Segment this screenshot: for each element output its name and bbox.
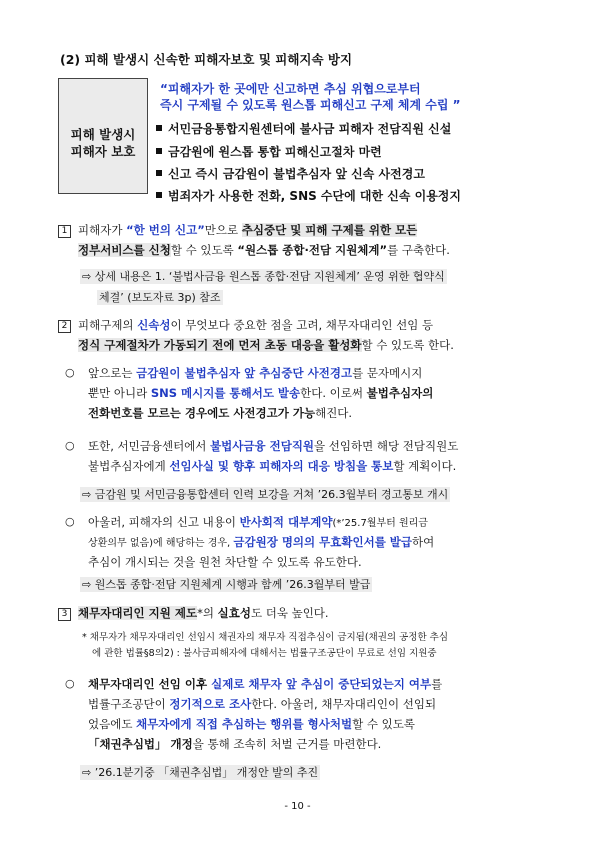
item2-sub1-line2: 뿐만 아니라 SNS 메시지를 통해서도 발송한다. 이로써 불법추심자의	[88, 386, 434, 400]
footnote-line2: 에 관한 법률§8의2) : 불사금피해자에 대해서는 법률구조공단이 무료로 선임 지원중	[92, 648, 437, 659]
arrow-icon: ⇨	[82, 270, 92, 283]
reference-note-1-cont: 체결’ (보도자료 3p) 참조	[99, 291, 221, 304]
arrow-icon: ⇨	[82, 766, 92, 779]
reference-note-1: ⇨ 상세 내용은 1. ‘불법사금융 원스톱 종합·전담 지원체계’ 운영 위한 협약식	[82, 270, 445, 283]
square-bullet-icon	[156, 192, 162, 198]
item2-sub1-line1: 앞으로는 금감원이 불법추심자 앞 추심중단 사전경고를 문자메시지	[88, 366, 423, 380]
item-number-box: 2	[58, 320, 71, 333]
reference-note-2: ⇨ 금감원 및 서민금융통합센터 인력 보강을 거쳐 ’26.3월부터 경고통보 개시	[82, 488, 449, 501]
summary-bullet: 금감원에 원스톱 통합 피해신고절차 마련	[156, 143, 382, 160]
summary-box-line1: 피해 발생시	[70, 127, 136, 142]
circle-bullet-icon: ○	[65, 366, 75, 379]
item3-sub1-line3: 었음에도 채무자에게 직접 추심하는 행위를 형사처벌할 수 있도록	[88, 717, 415, 731]
square-bullet-icon	[156, 148, 162, 154]
item2-sub1-line3: 전화번호를 모르는 경우에도 사전경고가 가능해진다.	[88, 406, 353, 420]
arrow-icon: ⇨	[82, 578, 92, 591]
square-bullet-icon	[156, 170, 162, 176]
page-number: - 10 -	[284, 801, 311, 812]
item3-sub1-line4: 「채권추심법」 개정을 통해 조속히 처벌 근거를 마련한다.	[88, 737, 382, 751]
item2-sub2-line2: 불법추심자에게 선임사실 및 향후 피해자의 대응 방침을 통보할 계획이다.	[88, 459, 457, 473]
circle-bullet-icon: ○	[65, 677, 75, 690]
square-bullet-icon	[156, 125, 162, 131]
item3-line1: 채무자대리인 지원 제도*의 실효성도 더욱 높인다.	[78, 606, 329, 620]
section-title: (2) 피해 발생시 신속한 피해자보호 및 피해지속 방지	[60, 52, 353, 67]
item3-sub1-line2: 법률구조공단이 정기적으로 조사한다. 아울러, 채무자대리인이 선임되	[88, 697, 437, 711]
summary-quote-line2: 즉시 구제될 수 있도록 원스톱 피해신고 구제 체계 수립 ”	[160, 98, 461, 112]
summary-box	[58, 78, 148, 194]
item-number-box: 3	[58, 608, 71, 621]
reference-note-3: ⇨ 원스톱 종합·전담 지원체계 시행과 함께 ’26.3월부터 발급	[82, 578, 371, 591]
item2-sub3-line2: 상환의무 없음)에 해당하는 경우, 금감원장 명의의 무효확인서를 발급하여	[88, 535, 435, 549]
summary-bullet: 범죄자가 사용한 전화, SNS 수단에 대한 신속 이용정지	[156, 187, 461, 204]
item1-line2: 정부서비스를 신청할 수 있도록 “원스톱 종합·전담 지원체계”를 구축한다.	[78, 243, 450, 257]
item1-line1: 피해자가 “한 번의 신고”만으로 추심중단 및 피해 구제를 위한 모든	[78, 223, 418, 237]
summary-box-line2: 피해자 보호	[70, 144, 136, 159]
summary-bullet: 신고 즉시 금감원이 불법추심자 앞 신속 사전경고	[156, 165, 425, 182]
item2-sub2-line1: 또한, 서민금융센터에서 불법사금융 전담직원을 선임하면 해당 전담직원도	[88, 439, 459, 453]
item2-sub3-line1: 아울러, 피해자의 신고 내용이 반사회적 대부계약(*’25.7월부터 원리금	[88, 515, 428, 529]
summary-bullet: 서민금융통합지원센터에 불사금 피해자 전담직원 신설	[156, 120, 451, 137]
item2-sub3-line3: 추심이 개시되는 것을 원천 차단할 수 있도록 유도한다.	[88, 555, 362, 569]
summary-quote-line1: “피해자가 한 곳에만 신고하면 추심 위협으로부터	[160, 82, 421, 96]
circle-bullet-icon: ○	[65, 515, 75, 528]
item3-sub1-line1: 채무자대리인 선임 이후 실제로 채무자 앞 추심이 중단되었는지 여부를	[88, 677, 443, 691]
item2-line1: 피해구제의 신속성이 무엇보다 중요한 점을 고려, 채무자대리인 선임 등	[78, 318, 434, 332]
arrow-icon: ⇨	[82, 488, 92, 501]
item-number-box: 1	[58, 225, 71, 238]
reference-note-4: ⇨ ’26.1분기중 「채권추심법」 개정안 발의 추진	[82, 766, 319, 779]
footnote-line1: * 채무자가 채무자대리인 선임시 채권자의 채무자 직접추심이 금지됨(채권의 공정한 추심	[82, 632, 449, 643]
item2-line2: 정식 구제절차가 가동되기 전에 먼저 초동 대응을 활성화할 수 있도록 한다.	[78, 338, 454, 352]
circle-bullet-icon: ○	[65, 439, 75, 452]
